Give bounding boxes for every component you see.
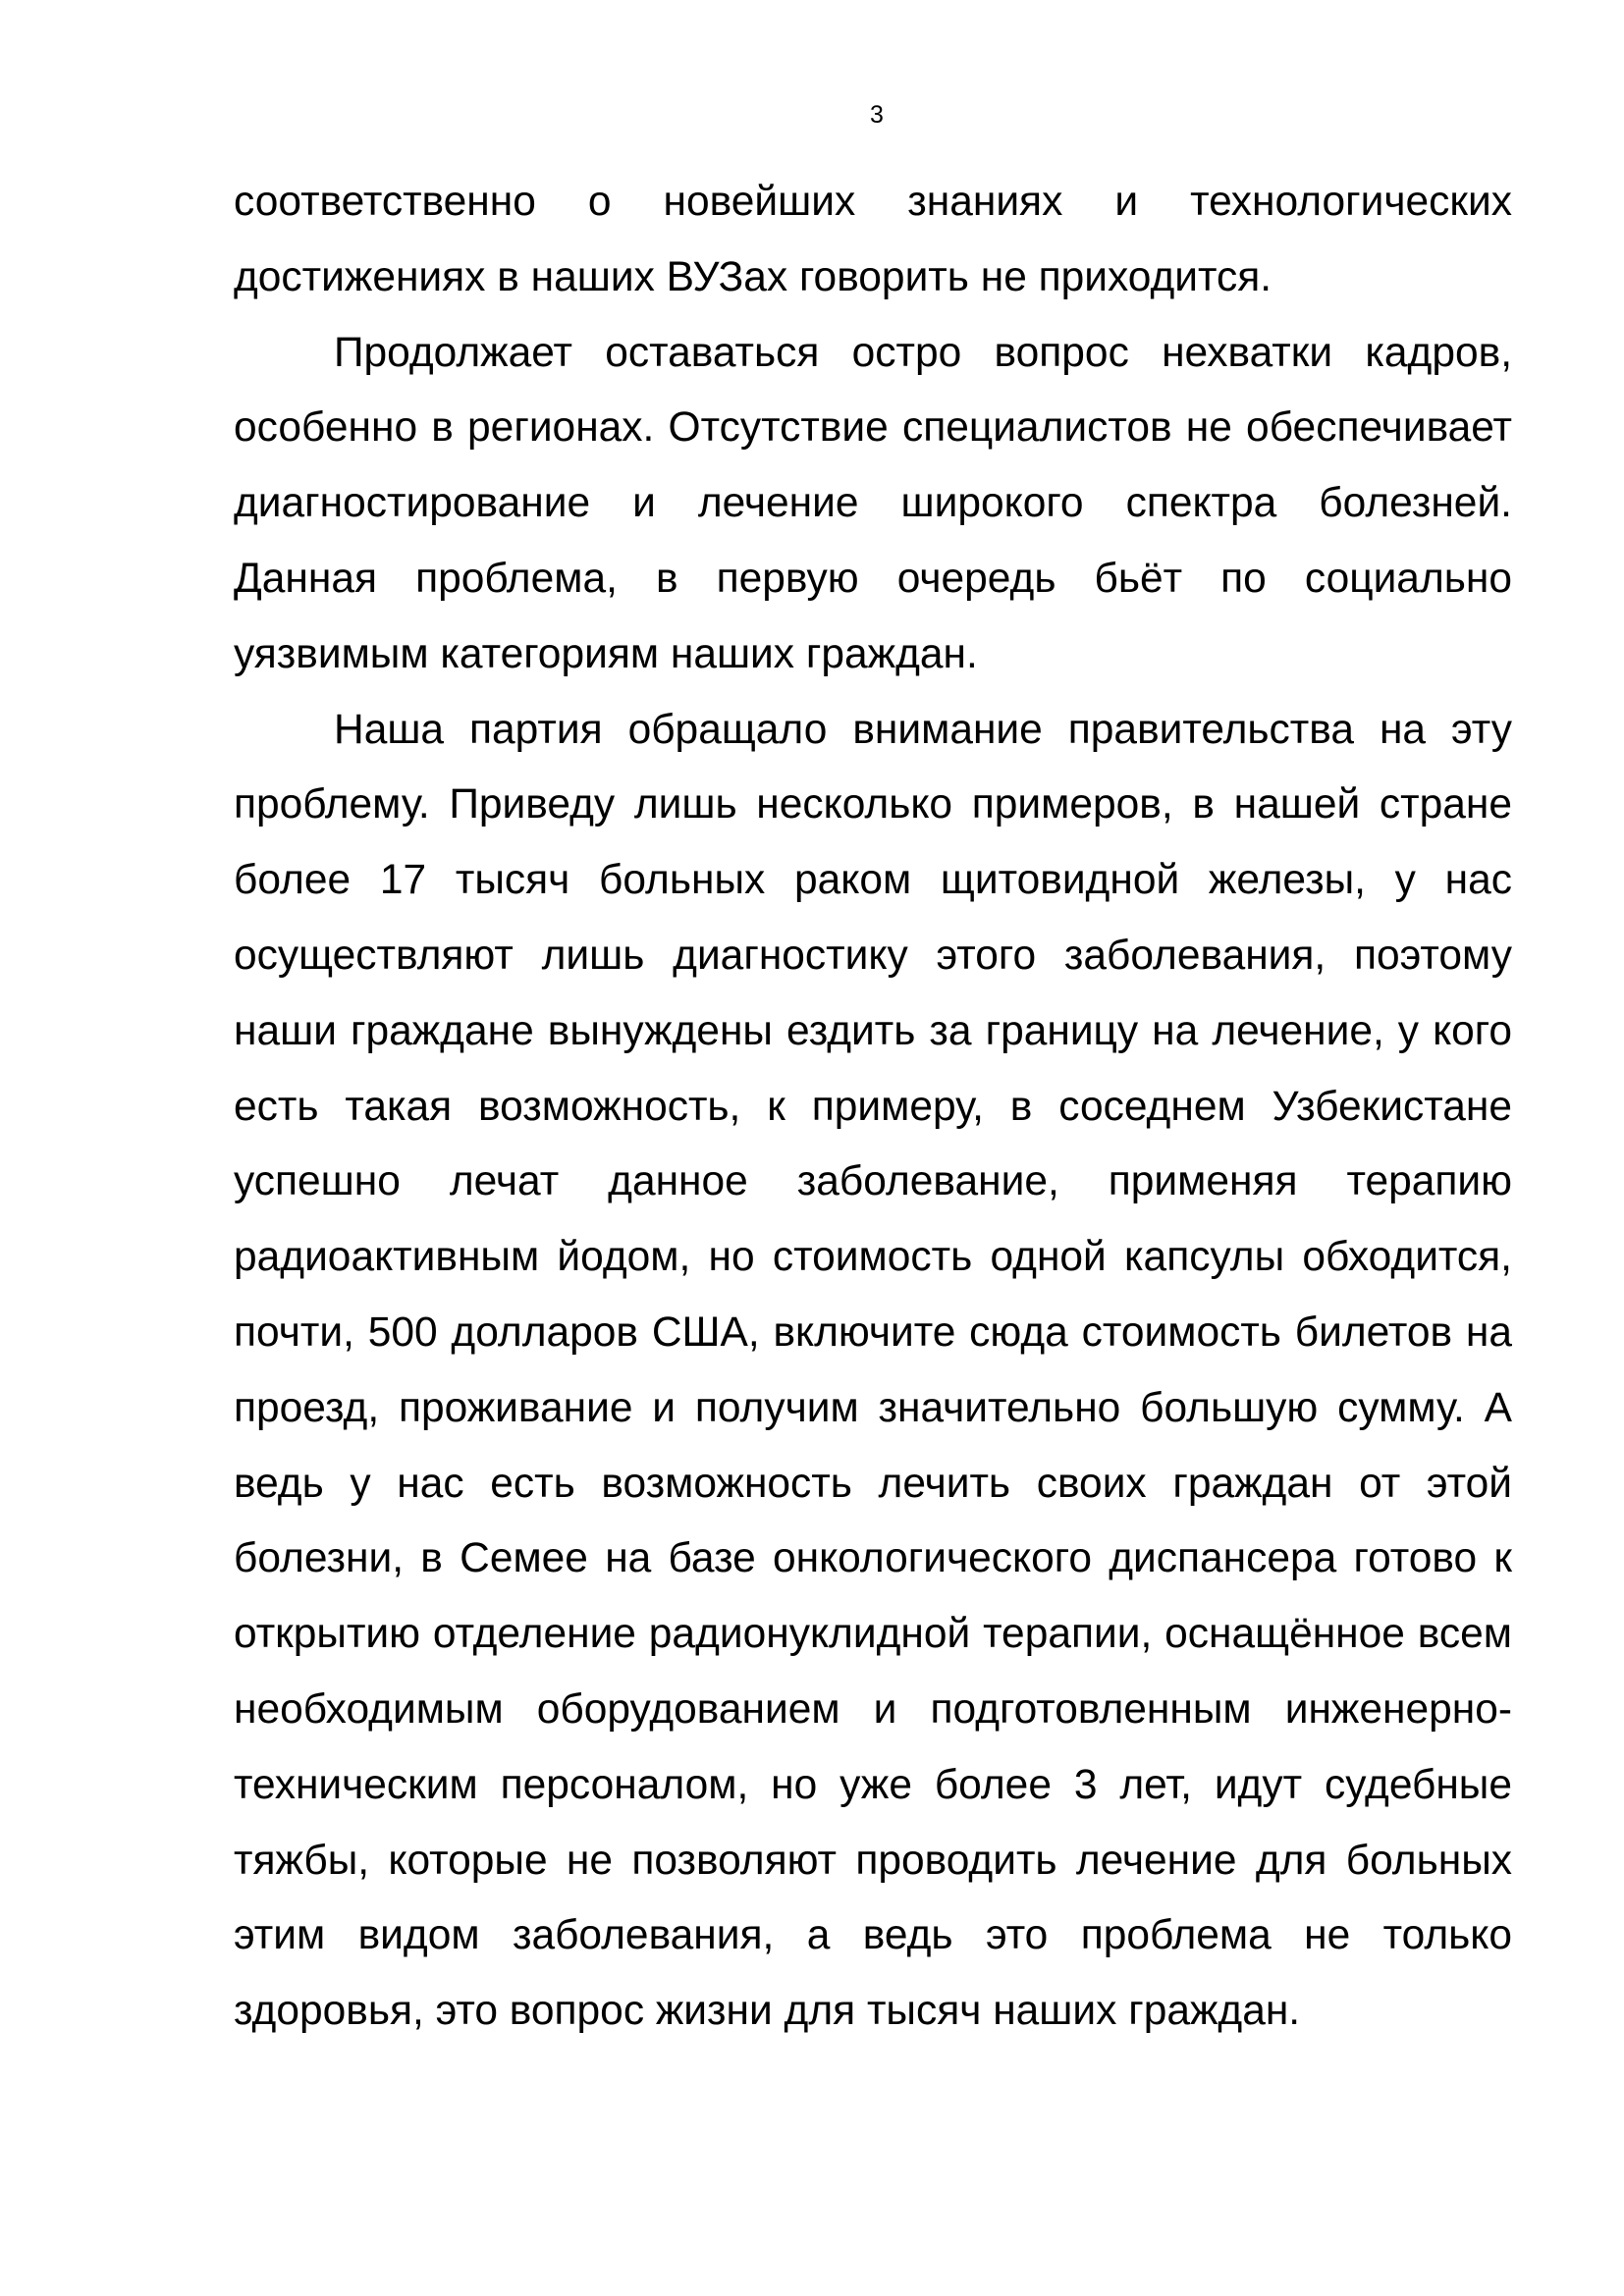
paragraph-2: Продолжает оставаться остро вопрос нехватки кадров, особенно в регионах. Отсутствие специалистов не обеспечивает диагностирование и лечение широкого спектра болезней. Данная проблема, в первую очередь бьёт по социально уязвимым категориям наших граждан. xyxy=(234,329,1512,677)
body-text xyxy=(234,165,1512,2050)
paragraph-1: соответственно о новейших знаниях и технологических достижениях в наших ВУЗах говорить не приходится. xyxy=(234,179,1512,300)
page-number: 3 xyxy=(870,101,884,129)
paragraph-3: Наша партия обращало внимание правительства на эту проблему. Приведу лишь несколько примеров, в нашей стране более 17 тысяч больных раком щитовидной железы, у нас осуществляют лишь диагностику этого заболевания, поэтому наши граждане вынуждены ездить за границу на лечение, у кого есть такая возможность, к примеру, в соседнем Узбекистане успешно лечат данное заболевание, применяя терапию радиоактивным йодом, но стоимость одной капсулы обходится, почти, 500 долларов США, включите сюда стоимость билетов на проезд, проживание и получим значительно большую сумму. А ведь у нас есть возможность лечить своих граждан от этой болезни, в Семее на базе онкологического диспансера готово к открытию отделение радионуклидной терапии, оснащённое всем необходимым оборудованием и подготовленным инженерно-техническим персоналом, но уже более 3 лет, идут судебные тяжбы, которые не позволяют проводить лечение для больных этим видом заболевания, а ведь это проблема не только здоровья, это вопрос жизни для тысяч наших граждан. xyxy=(234,706,1512,2035)
